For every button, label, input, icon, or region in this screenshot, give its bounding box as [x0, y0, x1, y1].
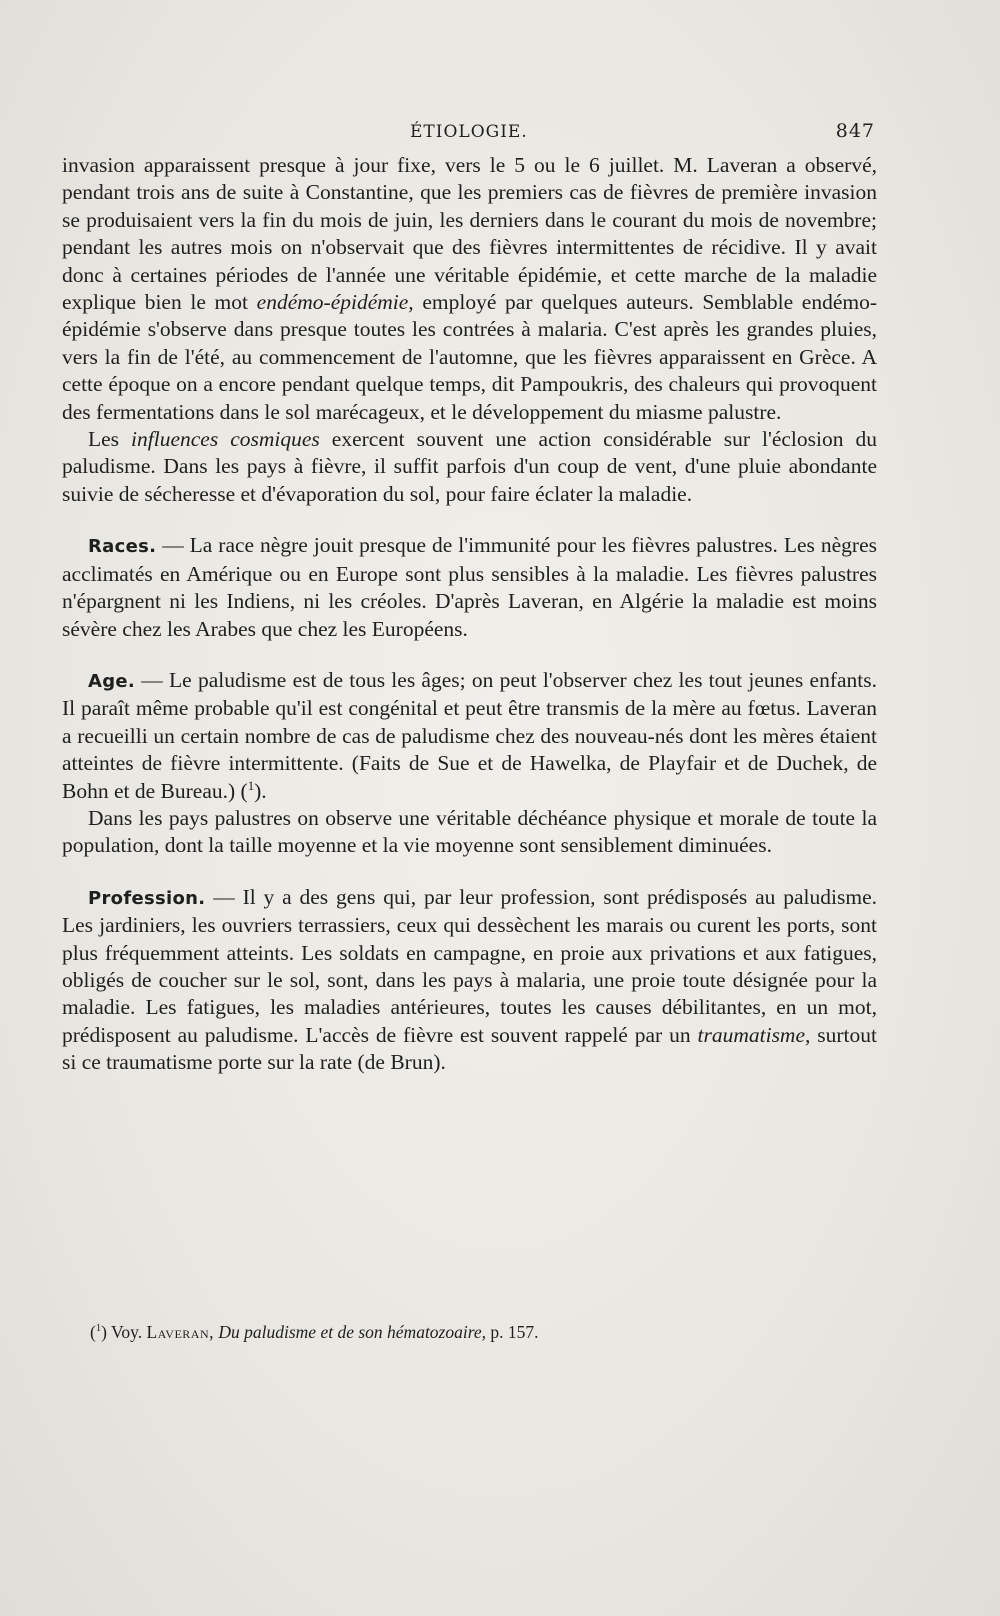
footnote-work-title: Du paludisme et de son hématozoaire, — [214, 1322, 487, 1342]
italic-term: influences cosmiques — [131, 427, 320, 452]
section-title: Age. — [88, 670, 136, 692]
footnote-reference: 1 — [247, 778, 255, 793]
footnote-author: Laveran, — [146, 1322, 214, 1342]
page-number: 847 — [835, 120, 875, 142]
body-text — [62, 152, 877, 1077]
paragraph-invasion: invasion apparaissent presque à jour fixe, vers le 5 ou le 6 juillet. M. Laveran a observé, pendant trois ans de suite à Constantine, que les premiers cas de fièvres de première invasion se produisaient vers la fin du mois de juin, les derniers dans le courant du mois de novembre; pendant les autres mois on n'observait que des fièvres intermittentes de récidive. Il y avait donc à certaines périodes de l'année une véritable épidémie, et cette marche de la maladie explique bien le mot endémo-épidémie, employé par quelques auteurs. Semblable endémo-épidémie s'observe dans presque toutes les contrées à malaria. C'est après les grandes pluies, vers la fin de l'été, au commencement de l'automne, que les fièvres apparaissent en Grèce. A cette époque on a encore pendant quelque temps, dit Pampoukris, des chaleurs qui provoquent des fermentations dans le sol marécageux, et le développement du miasme palustre. — [62, 153, 877, 424]
footnote-mark: 1 — [95, 1323, 102, 1335]
paragraph-influences: Les influences cosmiques exercent souvent une action considérable sur l'éclosion du paludisme. Dans les pays à fièvre, il suffit parfois d'un coup de vent, d'une pluie abondante suivie de sécheresse et d'évaporation du sol, pour faire éclater la maladie. — [62, 427, 877, 506]
section-age: Age. — Le paludisme est de tous les âges; on peut l'observer chez les tout jeunes enfants. Il paraît même probable qu'il est congénital et peut être transmis de la mère au fœtus. Laveran a recueilli un certain nombre de cas de paludisme chez des nouveau-nés dont les mères étaient atteintes de fièvre intermittente. (Faits de Sue et de Hawelka, de Playfair et de Duchek, de Bohn et de Bureau.) ($^1$). — [62, 667, 877, 803]
section-title: Profession. — [88, 887, 206, 909]
section-races: Races. — La race nègre jouit presque de l'immunité pour les fièvres palustres. Les nègres acclimatés en Amérique ou en Europe sont plus sensibles à la maladie. Les fièvres palustres n'épargnent ni les Indiens, ni les créoles. D'après Laveran, en Algérie la maladie est moins sévère chez les Arabes que chez les Européens. — [62, 533, 877, 641]
italic-term: traumatisme, — [697, 1022, 811, 1047]
paragraph-decheance: Dans les pays palustres on observe une véritable déchéance physique et morale de toute la population, dont la taille moyenne et la vie moyenne sont sensiblement diminuées. — [62, 805, 877, 858]
italic-term: endémo-épidémie, — [256, 290, 414, 315]
section-profession: Profession. — Il y a des gens qui, par leur profession, sont prédisposés au paludisme. Les jardiniers, les ouvriers terrassiers, ceux qui dessèchent les marais ou curent les ports, sont plus fréquemment atteints. Les soldats en campagne, en proie aux privations et aux fatigues, obligés de coucher sur le sol, sont, dans les pays à malaria, une proie toute désignée pour la maladie. Les fatigues, les maladies antérieures, toutes les causes débilitantes, en un mot, prédisposent au paludisme. L'accès de fièvre est souvent rappelé par un traumatisme, surtout si ce traumatisme porte sur la rate (de Brun). — [62, 884, 877, 1075]
running-header — [60, 118, 875, 148]
section-title: Races. — [88, 536, 157, 558]
running-title: ÉTIOLOGIE. — [410, 122, 528, 142]
footnote: ($^1$) Voy. Laveran, Du paludisme et de son hématozoaire, p. 157. — [90, 1322, 539, 1342]
